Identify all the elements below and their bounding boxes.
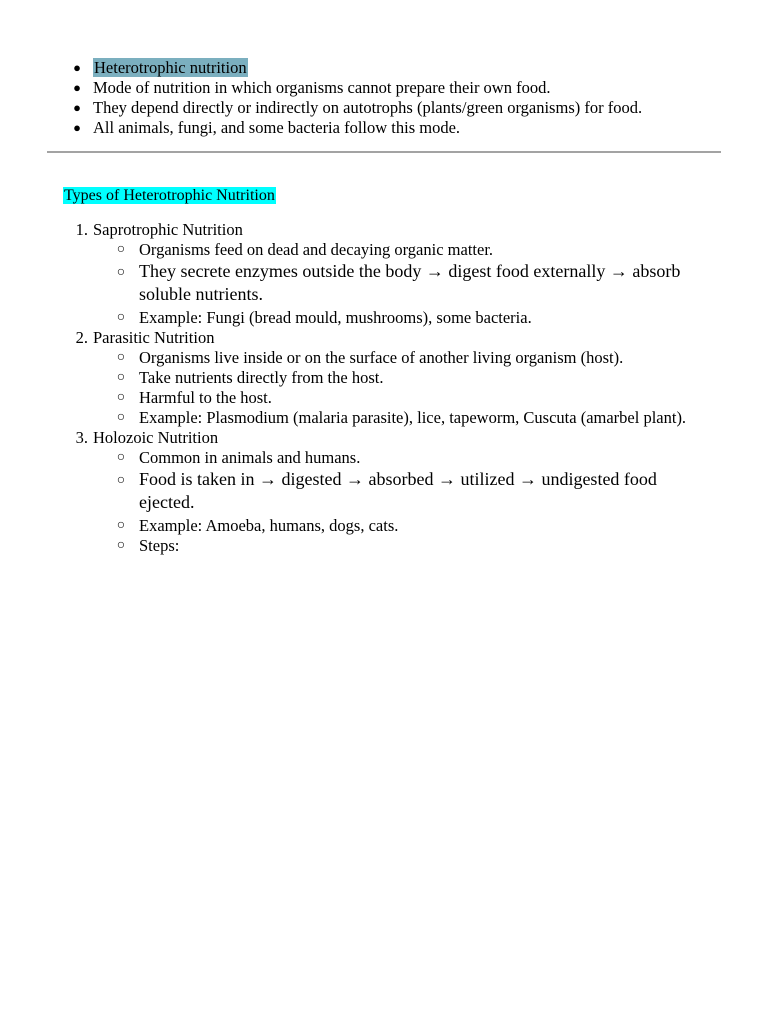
sub-point <box>0 468 768 514</box>
item-number: 2. <box>75 328 88 347</box>
list-item-saprotrophic <box>0 220 768 328</box>
sub-point-text: Organisms feed on dead and decaying organic matter. <box>139 240 494 259</box>
bullet-text: All animals, fungi, and some bacteria follow this mode. <box>93 118 461 137</box>
sub-point-text: Example: Amoeba, humans, dogs, cats. <box>139 516 399 535</box>
bullet-icon: ● <box>73 60 81 75</box>
circle-bullet-icon: ○ <box>116 538 126 553</box>
sub-point <box>0 348 768 368</box>
sub-point-text: Take nutrients directly from the host. <box>139 368 384 387</box>
sub-point <box>0 308 768 328</box>
sub-point-text: Food is taken in → digested → absorbed → utilized → undigested food ejected. <box>139 469 657 512</box>
circle-bullet-icon: ○ <box>116 473 126 488</box>
circle-bullet-icon: ○ <box>116 242 126 257</box>
circle-bullet-icon: ○ <box>116 518 126 533</box>
sub-point-text: They secrete enzymes outside the body → digest food externally → absorb soluble nutrients. <box>139 261 681 304</box>
item-number: 1. <box>75 220 88 239</box>
sub-point-text: Steps: <box>139 536 180 555</box>
circle-bullet-icon: ○ <box>116 370 126 385</box>
horizontal-rule <box>47 151 721 153</box>
types-numbered-list <box>0 220 768 556</box>
sub-point <box>0 240 768 260</box>
sub-point-text: Common in animals and humans. <box>139 448 361 467</box>
bullet-icon: ● <box>73 120 81 135</box>
bullet-icon: ● <box>73 80 81 95</box>
highlighted-title: Heterotrophic nutrition <box>94 58 247 77</box>
highlighted-heading: Types of Heterotrophic Nutrition <box>64 187 275 204</box>
sub-point <box>0 536 768 556</box>
bullet-icon: ● <box>73 100 81 115</box>
sub-point <box>0 516 768 536</box>
circle-bullet-icon: ○ <box>116 310 126 325</box>
intro-bullet <box>0 78 768 98</box>
sub-point <box>0 388 768 408</box>
circle-bullet-icon: ○ <box>116 410 126 425</box>
circle-bullet-icon: ○ <box>116 450 126 465</box>
item-title: Parasitic Nutrition <box>93 328 215 347</box>
item-title: Saprotrophic Nutrition <box>93 220 243 239</box>
sub-point <box>0 448 768 468</box>
section-heading <box>63 186 276 206</box>
intro-bullet <box>0 98 768 118</box>
sub-point-text: Example: Fungi (bread mould, mushrooms), some bacteria. <box>139 308 532 327</box>
circle-bullet-icon: ○ <box>116 390 126 405</box>
sub-point <box>0 408 768 428</box>
bullet-text: They depend directly or indirectly on autotrophs (plants/green organisms) for food. <box>93 98 643 117</box>
sub-point-text: Harmful to the host. <box>139 388 272 407</box>
item-number: 3. <box>75 428 88 447</box>
intro-bullet-list <box>0 58 768 138</box>
circle-bullet-icon: ○ <box>116 265 126 280</box>
circle-bullet-icon: ○ <box>116 350 126 365</box>
sub-point-text: Example: Plasmodium (malaria parasite), lice, tapeworm, Cuscuta (amarbel plant). <box>139 408 687 427</box>
item-title: Holozoic Nutrition <box>93 428 219 447</box>
list-item-holozoic <box>0 428 768 556</box>
intro-bullet <box>0 118 768 138</box>
sub-point <box>0 368 768 388</box>
list-item-parasitic <box>0 328 768 428</box>
bullet-text: Mode of nutrition in which organisms cannot prepare their own food. <box>93 78 551 97</box>
sub-point-text: Organisms live inside or on the surface of another living organism (host). <box>139 348 624 367</box>
intro-bullet <box>0 58 768 78</box>
sub-point <box>0 260 768 306</box>
